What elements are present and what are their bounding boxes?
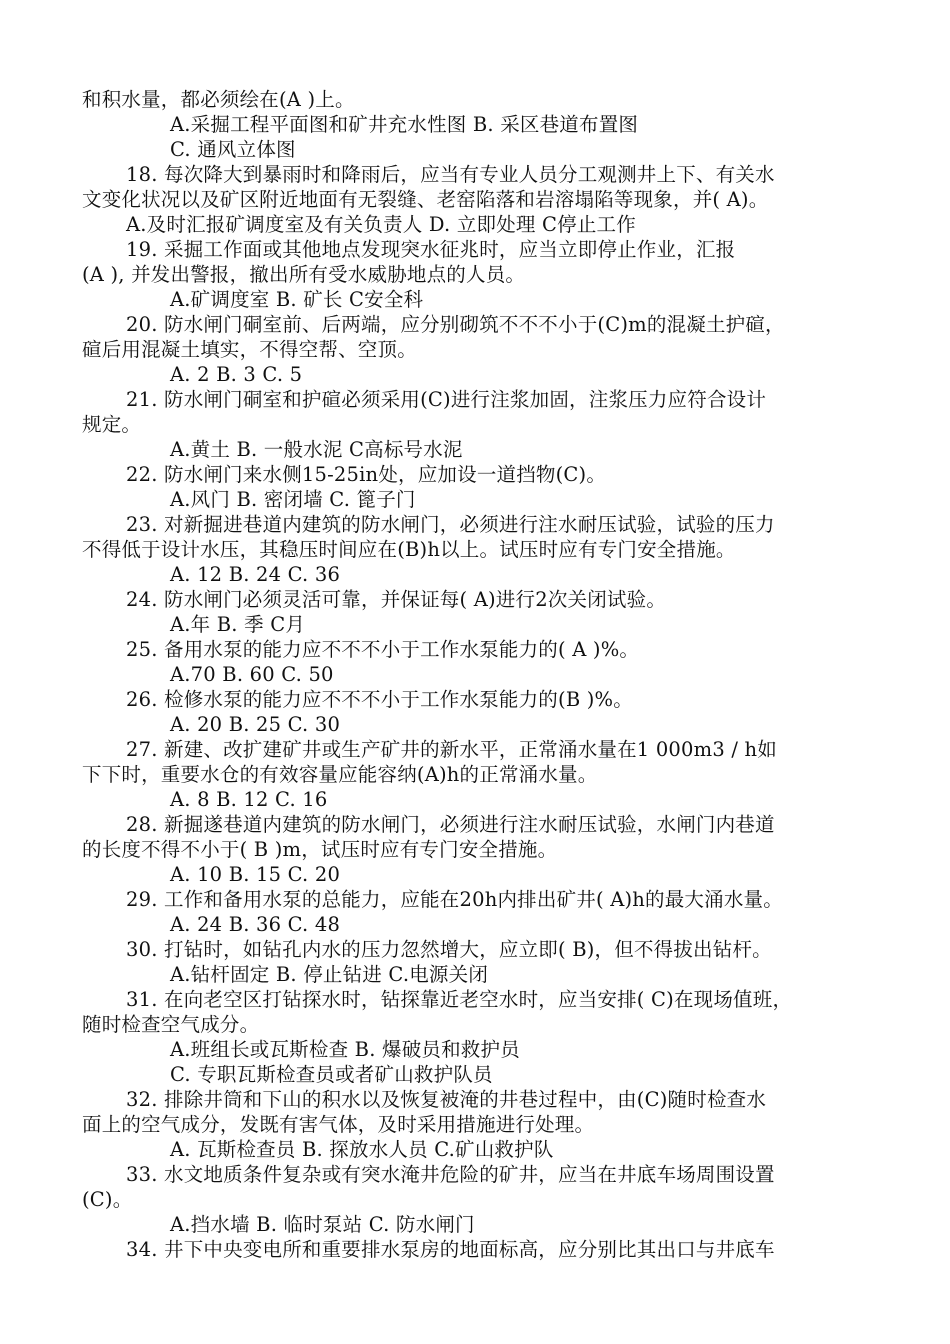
question-line: 19. 采掘工作面或其他地点发现突水征兆时，应当立即停止作业，汇报 bbox=[126, 238, 736, 261]
question-line: 32. 排除井筒和下山的积水以及恢复被淹的井巷过程中，由(C)随时检查水 bbox=[126, 1088, 767, 1111]
answer-options: C. 专职瓦斯检查员或者矿山救护队员 bbox=[170, 1063, 493, 1086]
question-line: 21. 防水闸门硐室和护碹必须采用(C)进行注浆加固，注浆压力应符合设计 bbox=[126, 388, 767, 411]
answer-options: A.70 B. 60 C. 50 bbox=[170, 663, 334, 686]
question-line: 26. 检修水泵的能力应不不不小于工作水泵能力的(B )%。 bbox=[126, 688, 633, 711]
answer-options: A.黄土 B. 一般水泥 C高标号水泥 bbox=[170, 438, 463, 461]
answer-options: A. 8 B. 12 C. 16 bbox=[170, 788, 328, 811]
text-line: (C)。 bbox=[82, 1188, 133, 1211]
text-line: 规定。 bbox=[82, 413, 142, 436]
answer-options: A.钻杆固定 B. 停止钻进 C.电源关闭 bbox=[170, 963, 489, 986]
answer-options: A.采掘工程平面图和矿井充水性图 B. 采区巷道布置图 bbox=[170, 113, 639, 136]
answer-options: C. 通风立体图 bbox=[170, 138, 296, 161]
answer-options: A. 12 B. 24 C. 36 bbox=[170, 563, 341, 586]
answer-options: A. 瓦斯检查员 B. 探放水人员 C.矿山救护队 bbox=[170, 1138, 554, 1161]
question-line: 25. 备用水泵的能力应不不不小于工作水泵能力的( A )%。 bbox=[126, 638, 640, 661]
text-line: 文变化状况以及矿区附近地面有无裂缝、老窑陷落和岩溶塌陷等现象，并( A)。 bbox=[82, 188, 769, 211]
answer-options: A.风门 B. 密闭墙 C. 篦子门 bbox=[170, 488, 416, 511]
answer-options: A.挡水墙 B. 临时泵站 C. 防水闸门 bbox=[170, 1213, 475, 1236]
text-line: 碹后用混凝土填实，不得空帮、空顶。 bbox=[82, 338, 417, 361]
question-line: 31. 在向老空区打钻探水时，钻探靠近老空水时，应当安排( C)在现场值班， bbox=[126, 988, 793, 1011]
answer-options: A.年 B. 季 C月 bbox=[170, 613, 306, 636]
text-line: (A ), 并发出警报，撤出所有受水威胁地点的人员。 bbox=[82, 263, 526, 286]
text-line: 和积水量，都必须绘在(A )上。 bbox=[82, 88, 355, 111]
answer-options: A. 24 B. 36 C. 48 bbox=[170, 913, 341, 936]
text-line: 随时检查空气成分。 bbox=[82, 1013, 260, 1036]
question-line: 28. 新掘遂巷道内建筑的防水闸门，必须进行注水耐压试验，水闸门内巷道 bbox=[126, 813, 775, 836]
answer-options: A.矿调度室 B. 矿长 C安全科 bbox=[170, 288, 424, 311]
question-line: 23. 对新掘进巷道内建筑的防水闸门，必须进行注水耐压试验，试验的压力 bbox=[126, 513, 775, 536]
answer-options: A.及时汇报矿调度室及有关负责人 D. 立即处理 C停止工作 bbox=[126, 213, 636, 236]
answer-options: A.班组长或瓦斯检查 B. 爆破员和救护员 bbox=[170, 1038, 520, 1061]
question-line: 33. 水文地质条件复杂或有突水淹井危险的矿井，应当在井底车场周围设置 bbox=[126, 1163, 775, 1186]
answer-options: A. 20 B. 25 C. 30 bbox=[170, 713, 341, 736]
question-line: 27. 新建、改扩建矿井或生产矿井的新水平，正常涌水量在1 000m3 / h如 bbox=[126, 738, 777, 761]
answer-options: A. 2 B. 3 C. 5 bbox=[170, 363, 303, 386]
question-line: 18. 每次降大到暴雨时和降雨后，应当有专业人员分工观测井上下、有关水 bbox=[126, 163, 775, 186]
answer-options: A. 10 B. 15 C. 20 bbox=[170, 863, 341, 886]
text-line: 面上的空气成分，发既有害气体，及时采用措施进行处理。 bbox=[82, 1113, 595, 1136]
question-line: 22. 防水闸门来水侧15-25in处，应加设一道挡物(C)。 bbox=[126, 463, 607, 486]
question-line: 30. 打钻时，如钻孔内水的压力忽然增大，应立即( B)，但不得拔出钻杆。 bbox=[126, 938, 772, 961]
text-line: 不得低于设计水压，其稳压时间应在(B)h以上。试压时应有专门安全措施。 bbox=[82, 538, 736, 561]
question-line: 20. 防水闸门硐室前、后两端，应分别砌筑不不不小于(C)m的混凝土护碹， bbox=[126, 313, 785, 336]
text-line: 下下时，重要水仓的有效容量应能容纳(A)h的正常涌水量。 bbox=[82, 763, 598, 786]
question-line: 34. 井下中央变电所和重要排水泵房的地面标高，应分别比其出口与井底车 bbox=[126, 1238, 775, 1261]
question-line: 24. 防水闸门必须灵活可靠，并保证每( A)进行2次关闭试验。 bbox=[126, 588, 667, 611]
question-line: 29. 工作和备用水泵的总能力，应能在20h内排出矿井( A)h的最大涌水量。 bbox=[126, 888, 783, 911]
text-line: 的长度不得不小于( B )m，试压时应有专门安全措施。 bbox=[82, 838, 558, 861]
